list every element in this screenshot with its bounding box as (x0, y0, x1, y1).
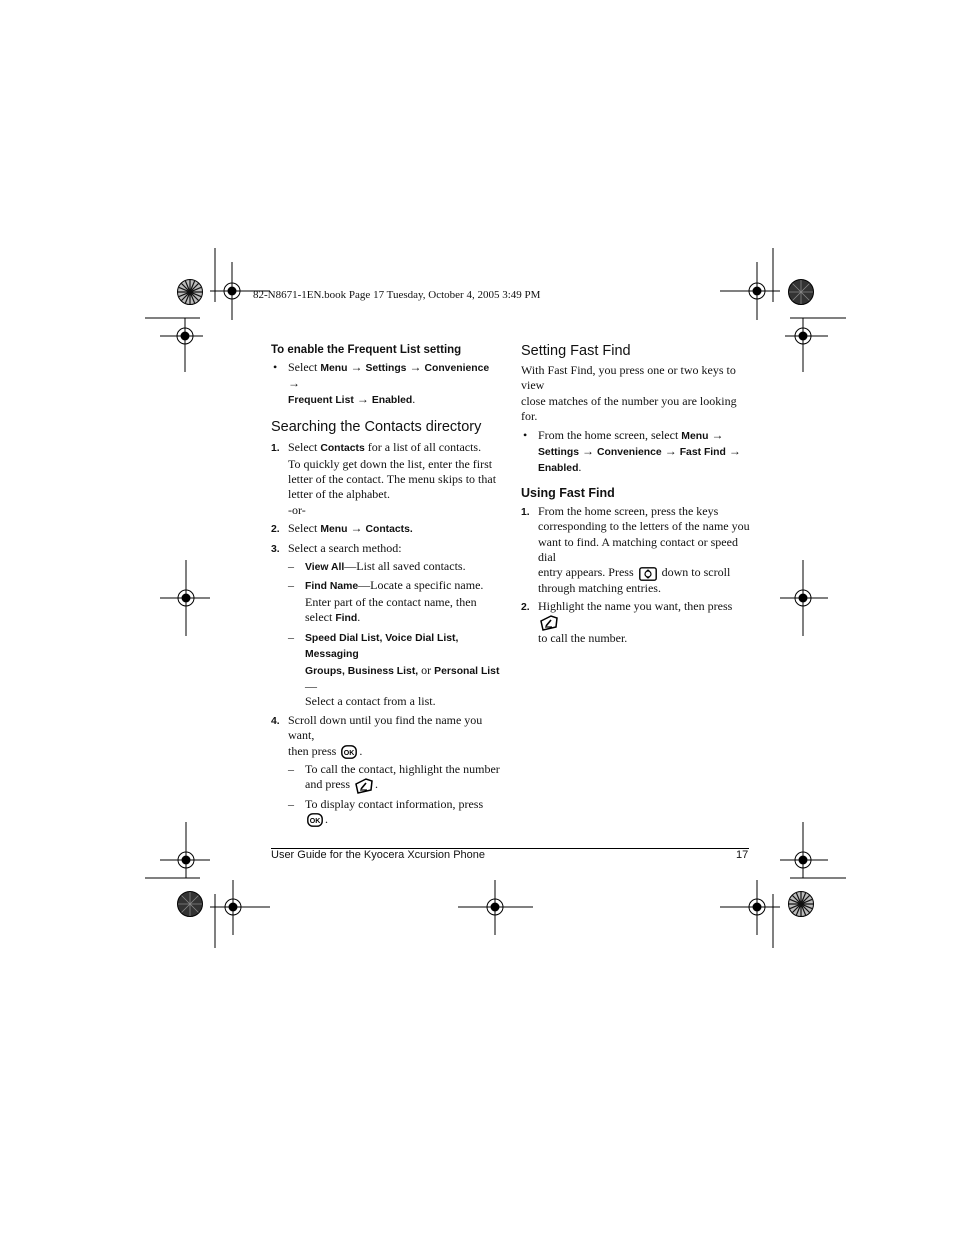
using-step-2: 2. Highlight the name you want, then press to call the number. (521, 599, 733, 645)
ok-key-icon (307, 813, 323, 827)
left-column (271, 342, 503, 827)
contacts-step-4: 4. Scroll down until you find the name you want, then press OK . (271, 712, 483, 758)
fast-find-heading: Setting Fast Find (521, 343, 631, 359)
contacts-step-1: 1. Select Contacts for a list of all contacts. To quickly get down the list, enter the first letter of the contact. The menu skips to that letter of the alphabet. -or- (271, 440, 497, 517)
frequent-list-heading: To enable the Frequent List setting (271, 344, 462, 356)
contacts-heading: Searching the Contacts directory (271, 419, 482, 436)
using-fast-find-heading: Using Fast Find (521, 485, 615, 500)
right-column (521, 342, 751, 646)
footer-title: User Guide for the Kyocera Xcursion Phone (271, 849, 486, 861)
navigation-key-icon (639, 567, 657, 581)
method-lists: – Speed Dial List, Voice Dial List, Messaging Groups, Business List, or Personal List— Select a contact from a list. (288, 629, 500, 709)
fast-find-intro: With Fast Find, you press one or two keys to view close matches of the number you are looking for. (521, 363, 737, 424)
contacts-step-2: 2. Select Menu → Contacts. (271, 521, 413, 536)
svg-text:OK: OK (309, 818, 321, 826)
method-view-all: – View All—List all saved contacts. (288, 559, 466, 574)
method-find-name: – Find Name—Locate a specific name. Enter part of the contact name, then select Find. (288, 578, 484, 625)
svg-text:OK: OK (344, 749, 355, 757)
frequent-list-bullet: • Select Menu → Settings → Convenience → Frequent List → Enabled. (273, 360, 490, 406)
contacts-step-3: 3. Select a search method: (271, 540, 402, 555)
send-key-icon (540, 615, 558, 631)
using-step-1: 1. From the home screen, press the keys corresponding to the letters of the name you want to find. A matching contact or speed dial entry appears. Press down to scroll through matching entries. (521, 503, 750, 595)
fast-find-bullet: • From the home screen, select Menu → Settings → Convenience → Fast Find → Enabled. (523, 427, 741, 475)
display-contact-item: – To display contact information, press OK . (288, 796, 484, 826)
call-contact-item: – To call the contact, highlight the number and press . (271, 762, 503, 794)
print-slug: 82-N8671-1EN.book Page 17 Tuesday, October 4, 2005 3:49 PM (253, 289, 541, 301)
page-number: 17 (736, 849, 749, 861)
ok-key-icon (341, 745, 357, 759)
send-key-icon (355, 778, 373, 794)
